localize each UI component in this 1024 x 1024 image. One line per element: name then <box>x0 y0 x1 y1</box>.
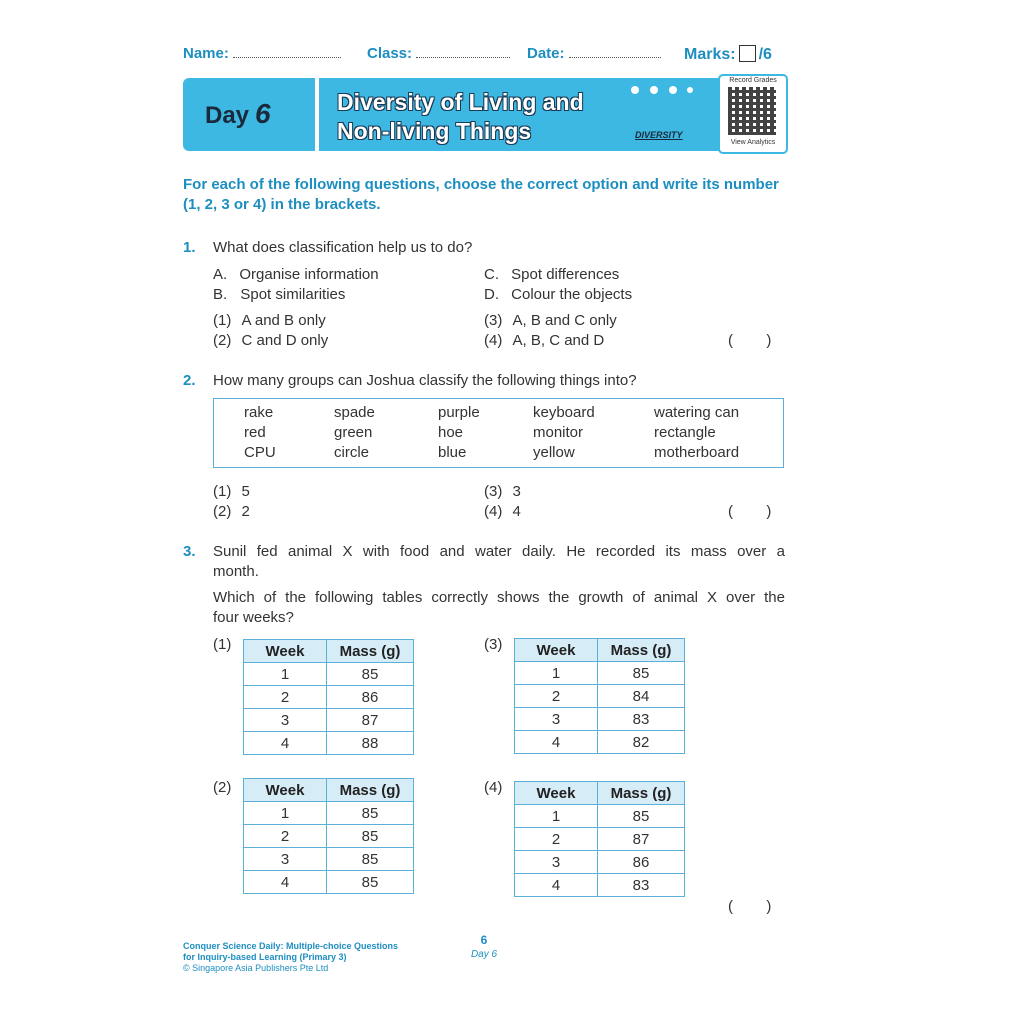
banner-title: Diversity of Living and Non-living Things <box>337 89 584 144</box>
page-number: 6 <box>480 933 488 947</box>
q2-word: yellow <box>533 444 575 461</box>
q2-number: 2. <box>183 372 196 389</box>
marks-box <box>739 45 756 62</box>
table-row: 3 85 <box>244 848 414 871</box>
table-row: 1 85 <box>244 663 414 686</box>
page-day-label: Day 6 <box>470 949 498 960</box>
qr-bottom-label[interactable]: View Analytics <box>730 139 776 146</box>
table-row: 2 86 <box>244 686 414 709</box>
dot-icon <box>687 87 693 93</box>
table-row: 1 85 <box>515 805 685 828</box>
q3-option-4[interactable]: (4) <box>484 779 503 796</box>
qr-code-panel[interactable] <box>718 74 788 154</box>
q3-number: 3. <box>183 543 196 560</box>
q1-answer-bracket[interactable]: ( ) <box>728 332 772 349</box>
table-row: 2 84 <box>515 685 685 708</box>
q2-word: motherboard <box>654 444 740 461</box>
q2-word: hoe <box>438 424 464 441</box>
topic-tag: DIVERSITY <box>635 130 683 140</box>
q1-option-4[interactable]: (4) A, B, C and D <box>484 332 605 349</box>
class-label: Class: <box>367 45 510 62</box>
q2-word: purple <box>438 404 480 421</box>
q2-word: red <box>244 424 266 441</box>
q3-prompt-line1: Which of the following tables correctly shows the growth of animal X over the <box>213 589 785 606</box>
q2-word: keyboard <box>533 404 595 421</box>
mass-header: Mass (g) <box>598 639 685 662</box>
table-row: 4 82 <box>515 731 685 754</box>
q2-option-1[interactable]: (1) 5 <box>213 483 250 500</box>
qr-top-label: Record Grades <box>729 77 777 84</box>
q3-table-2 <box>243 778 414 894</box>
q2-word: circle <box>334 444 370 461</box>
q2-word: green <box>334 424 373 441</box>
q2-word: rake <box>244 404 274 421</box>
q2-word: rectangle <box>654 424 716 441</box>
q1-statement-b: B. Spot similarities <box>213 286 346 303</box>
q3-prompt-line2: four weeks? <box>213 609 294 626</box>
q2-word: spade <box>334 404 375 421</box>
q3-answer-bracket[interactable]: ( ) <box>728 898 772 915</box>
table-row: 3 83 <box>515 708 685 731</box>
table-row: 2 87 <box>515 828 685 851</box>
q2-word: watering can <box>654 404 740 421</box>
week-header: Week <box>515 782 598 805</box>
q1-option-2[interactable]: (2) C and D only <box>213 332 329 349</box>
footer-copyright: © Singapore Asia Publishers Pte Ltd <box>183 963 329 973</box>
mass-header: Mass (g) <box>327 779 414 802</box>
q1-option-1[interactable]: (1) A and B only <box>213 312 326 329</box>
footer-book-title: Conquer Science Daily: Multiple-choice Questions for Inquiry-based Learning (Primary 3) <box>183 941 399 962</box>
date-label: Date: <box>527 45 661 62</box>
table-row: 4 83 <box>515 874 685 897</box>
q2-option-4[interactable]: (4) 4 <box>484 503 521 520</box>
dot-icon <box>669 86 677 94</box>
q3-option-3[interactable]: (3) <box>484 636 503 653</box>
q1-statement-a: A. Organise information <box>213 266 379 283</box>
dot-icon <box>650 86 658 94</box>
q2-option-2[interactable]: (2) 2 <box>213 503 250 520</box>
q3-text-line2: month. <box>213 563 259 580</box>
q3-table-4 <box>514 781 685 897</box>
q1-number: 1. <box>183 239 196 256</box>
q3-option-2[interactable]: (2) <box>213 779 232 796</box>
q2-word: CPU <box>244 444 276 461</box>
q2-word: monitor <box>533 424 584 441</box>
q3-table-3 <box>514 638 685 754</box>
q1-option-3[interactable]: (3) A, B and C only <box>484 312 617 329</box>
table-row: 4 88 <box>244 732 414 755</box>
dot-icon <box>631 86 639 94</box>
name-label: Name: <box>183 45 341 62</box>
q3-text-line1: Sunil fed animal X with food and water daily. He recorded its mass over a <box>213 543 785 560</box>
q2-answer-bracket[interactable]: ( ) <box>728 503 772 520</box>
q2-option-3[interactable]: (3) 3 <box>484 483 521 500</box>
instructions: For each of the following questions, choose the correct option and write its number (1, 2, 3 or 4) in the brackets. <box>183 176 779 213</box>
q3-option-1[interactable]: (1) <box>213 636 232 653</box>
marks-label: Marks: /6 <box>684 46 772 63</box>
table-row: 1 85 <box>244 802 414 825</box>
q1-text: What does classification help us to do? <box>213 239 473 256</box>
banner-divider <box>315 78 319 151</box>
week-header: Week <box>515 639 598 662</box>
table-row: 4 85 <box>244 871 414 894</box>
q3-table-1 <box>243 639 414 755</box>
mass-header: Mass (g) <box>598 782 685 805</box>
q1-statement-c: C. Spot differences <box>484 266 620 283</box>
table-row: 1 85 <box>515 662 685 685</box>
q2-text: How many groups can Joshua classify the following things into? <box>213 372 637 389</box>
week-header: Week <box>244 779 327 802</box>
table-row: 2 85 <box>244 825 414 848</box>
mass-header: Mass (g) <box>327 640 414 663</box>
table-row: 3 87 <box>244 709 414 732</box>
q2-word: blue <box>438 444 467 461</box>
table-row: 3 86 <box>515 851 685 874</box>
qr-code-icon <box>728 87 776 135</box>
week-header: Week <box>244 640 327 663</box>
q1-statement-d: D. Colour the objects <box>484 286 633 303</box>
day-label: Day 6 <box>205 98 271 129</box>
day-banner <box>183 78 785 151</box>
